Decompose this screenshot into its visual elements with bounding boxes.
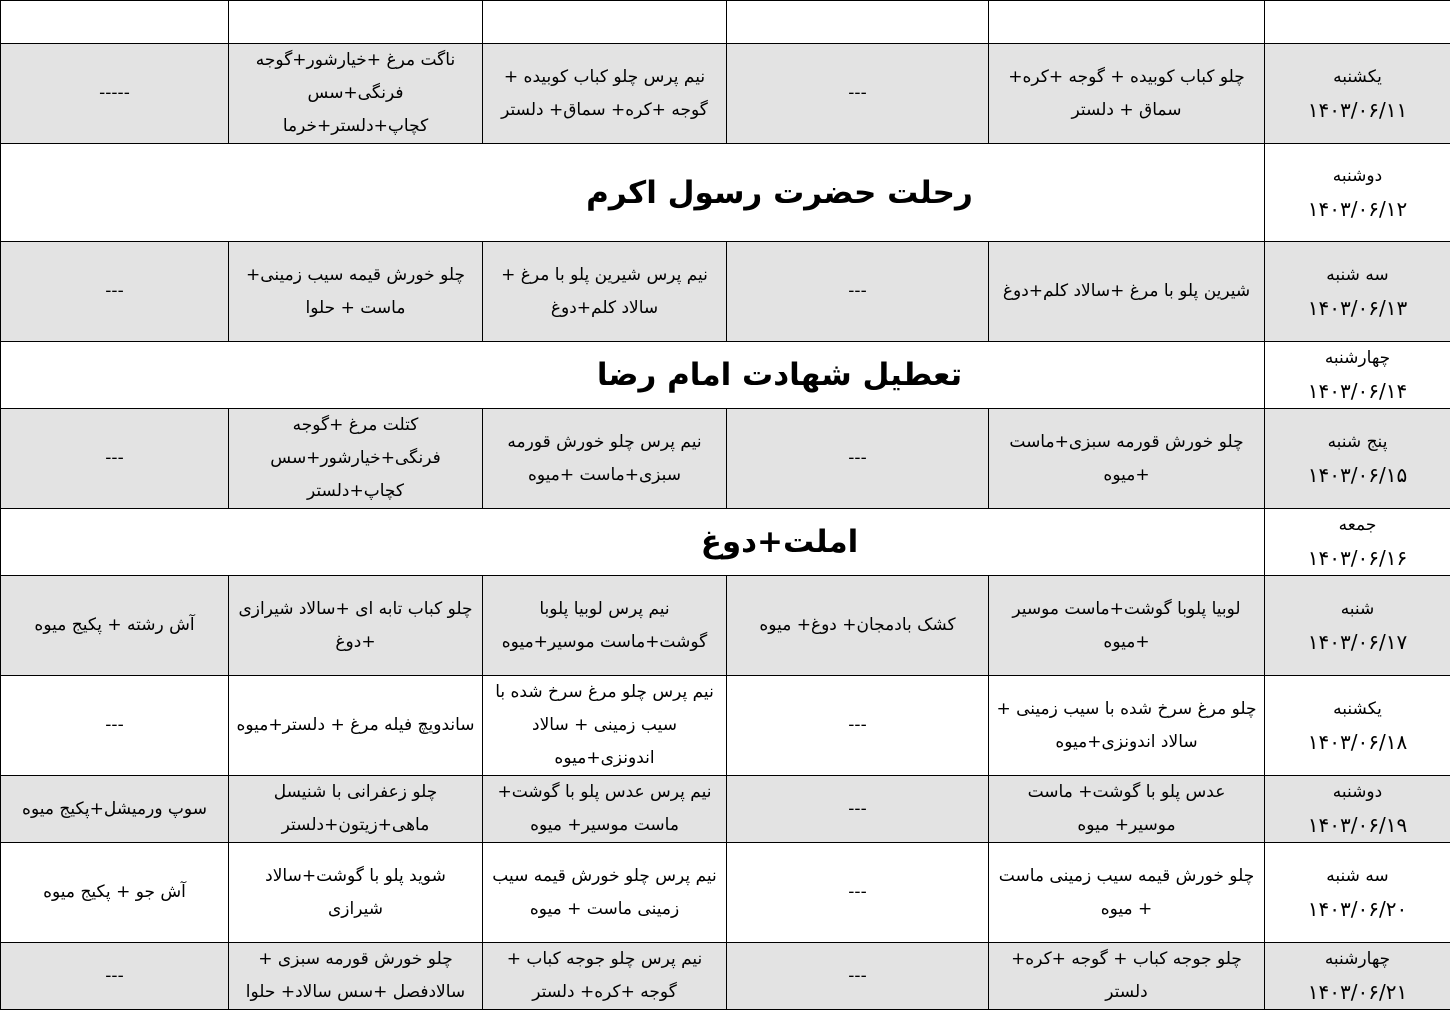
holiday-note: املت+دوغ — [1, 509, 1265, 576]
menu-item-text: نیم پرس چلو جوجه کباب + گوجه +کره+ دلستر — [489, 943, 720, 1009]
menu-item-text: ----- — [7, 77, 222, 110]
menu-item-text: --- — [733, 442, 982, 475]
day-cell — [1265, 676, 1450, 776]
menu-item-text: --- — [7, 442, 222, 475]
day-date: ۱۴۰۳/۰۶/۱۶ — [1271, 542, 1444, 575]
menu-cell-c2 — [727, 943, 989, 1010]
menu-cell-c3 — [483, 242, 727, 342]
menu-cell-c1 — [989, 242, 1265, 342]
menu-item-text: --- — [733, 960, 982, 993]
holiday-note: رحلت حضرت رسول اکرم — [1, 144, 1265, 242]
menu-cell-c2 — [727, 242, 989, 342]
day-date: ۱۴۰۳/۰۶/۱۱ — [1271, 94, 1444, 127]
menu-item-text: --- — [7, 709, 222, 742]
menu-item-text: سوپ ورمیشل+پکیج میوه — [7, 793, 222, 826]
menu-item-text: نیم پرس شیرین پلو با مرغ + سالاد کلم+دوغ — [489, 259, 720, 325]
day-name: شنبه — [1271, 593, 1444, 626]
menu-cell-c1 — [989, 843, 1265, 943]
menu-cell-c3 — [483, 943, 727, 1010]
menu-item-text: کشک بادمجان+ دوغ+ میوه — [733, 609, 982, 642]
menu-item-text: چلو کباب کوبیده + گوجه +کره+ سماق + دلستر — [995, 61, 1258, 127]
menu-cell-c5 — [1, 409, 229, 509]
menu-item-text: --- — [733, 876, 982, 909]
day-name: دوشنبه — [1271, 160, 1444, 193]
menu-item-text: چلو خورش قیمه سیب زمینی ماست + میوه — [995, 860, 1258, 926]
menu-item-text: --- — [733, 709, 982, 742]
day-name: چهارشنبه — [1271, 943, 1444, 976]
menu-item-text: چلو جوجه کباب + گوجه +کره+ دلستر — [995, 943, 1258, 1009]
header-cell — [1, 1, 229, 44]
day-cell — [1265, 509, 1450, 576]
day-name: جمعه — [1271, 509, 1444, 542]
day-date: ۱۴۰۳/۰۶/۱۹ — [1271, 809, 1444, 842]
menu-row — [1, 44, 1450, 144]
menu-cell-c3 — [483, 776, 727, 843]
menu-item-text: --- — [733, 793, 982, 826]
menu-item-text: نیم پرس چلو کباب کوبیده + گوجه +کره+ سماق+ دلستر — [489, 61, 720, 127]
menu-cell-c4 — [229, 776, 483, 843]
menu-item-text: لوبیا پلوبا گوشت+ماست موسیر +میوه — [995, 593, 1258, 659]
header-cell — [483, 1, 727, 44]
menu-cell-c4 — [229, 843, 483, 943]
header-row — [1, 1, 1450, 44]
menu-row — [1, 576, 1450, 676]
day-cell — [1265, 943, 1450, 1010]
menu-cell-c3 — [483, 676, 727, 776]
menu-cell-c4 — [229, 576, 483, 676]
day-date: ۱۴۰۳/۰۶/۱۲ — [1271, 193, 1444, 226]
day-name: چهارشنبه — [1271, 342, 1444, 375]
menu-item-text: عدس پلو با گوشت+ ماست موسیر+ میوه — [995, 776, 1258, 842]
menu-cell-c1 — [989, 576, 1265, 676]
menu-item-text: --- — [733, 77, 982, 110]
menu-item-text: آش جو + پکیج میوه — [7, 876, 222, 909]
menu-item-text: نیم پرس عدس پلو با گوشت+ ماست موسیر+ میوه — [489, 776, 720, 842]
day-date: ۱۴۰۳/۰۶/۱۵ — [1271, 459, 1444, 492]
menu-item-text: شیرین پلو با مرغ +سالاد کلم+دوغ — [995, 275, 1258, 308]
menu-item-text: ساندویچ فیله مرغ + دلستر+میوه — [235, 709, 476, 742]
day-date: ۱۴۰۳/۰۶/۱۷ — [1271, 626, 1444, 659]
day-name: سه شنبه — [1271, 259, 1444, 292]
menu-cell-c4 — [229, 943, 483, 1010]
menu-cell-c1 — [989, 676, 1265, 776]
holiday-row — [1, 509, 1450, 576]
day-name: یکشنبه — [1271, 693, 1444, 726]
day-cell — [1265, 44, 1450, 144]
menu-cell-c1 — [989, 409, 1265, 509]
holiday-note: تعطیل شهادت امام رضا — [1, 342, 1265, 409]
menu-cell-c5 — [1, 843, 229, 943]
menu-cell-c5 — [1, 776, 229, 843]
menu-item-text: چلو خورش قیمه سیب زمینی+ ماست + حلوا — [235, 259, 476, 325]
menu-cell-c5 — [1, 242, 229, 342]
day-date: ۱۴۰۳/۰۶/۲۱ — [1271, 976, 1444, 1009]
menu-item-text: چلو خورش قورمه سبزی+ماست +میوه — [995, 426, 1258, 492]
day-cell — [1265, 242, 1450, 342]
day-date: ۱۴۰۳/۰۶/۲۰ — [1271, 893, 1444, 926]
menu-item-text: چلو زعفرانی با شنیسل ماهی+زیتون+دلستر — [235, 776, 476, 842]
day-date: ۱۴۰۳/۰۶/۱۴ — [1271, 375, 1444, 408]
day-date: ۱۴۰۳/۰۶/۱۳ — [1271, 292, 1444, 325]
menu-cell-c2 — [727, 44, 989, 144]
holiday-row — [1, 144, 1450, 242]
menu-cell-c2 — [727, 676, 989, 776]
day-name: پنج شنبه — [1271, 426, 1444, 459]
menu-item-text: آش رشته + پکیج میوه — [7, 609, 222, 642]
menu-cell-c4 — [229, 44, 483, 144]
header-cell — [989, 1, 1265, 44]
menu-cell-c1 — [989, 943, 1265, 1010]
menu-cell-c2 — [727, 409, 989, 509]
menu-item-text: --- — [733, 275, 982, 308]
menu-item-text: --- — [7, 275, 222, 308]
menu-item-text: نیم پرس چلو مرغ سرخ شده با سیب زمینی + سالاد اندونزی+میوه — [489, 676, 720, 775]
menu-cell-c4 — [229, 409, 483, 509]
menu-cell-c1 — [989, 776, 1265, 843]
menu-item-text: چلو کباب تابه ای +سالاد شیرازی +دوغ — [235, 593, 476, 659]
menu-row — [1, 943, 1450, 1010]
menu-cell-c3 — [483, 409, 727, 509]
day-name: یکشنبه — [1271, 61, 1444, 94]
menu-item-text: نیم پرس چلو خورش قورمه سبزی+ماست +میوه — [489, 426, 720, 492]
menu-cell-c5 — [1, 44, 229, 144]
menu-cell-c2 — [727, 776, 989, 843]
menu-cell-c3 — [483, 843, 727, 943]
day-name: دوشنبه — [1271, 776, 1444, 809]
menu-cell-c5 — [1, 943, 229, 1010]
menu-cell-c3 — [483, 44, 727, 144]
day-cell — [1265, 776, 1450, 843]
holiday-row — [1, 342, 1450, 409]
menu-cell-c4 — [229, 242, 483, 342]
menu-cell-c3 — [483, 576, 727, 676]
menu-item-text: چلو خورش قورمه سبزی + سالادفصل +سس سالاد+ حلوا — [235, 943, 476, 1009]
menu-cell-c2 — [727, 576, 989, 676]
menu-item-text: کتلت مرغ +گوجه فرنگی+خیارشور+سس کچاپ+دلستر — [235, 409, 476, 508]
day-cell — [1265, 342, 1450, 409]
menu-item-text: --- — [7, 960, 222, 993]
menu-item-text: چلو مرغ سرخ شده با سیب زمینی + سالاد اندونزی+میوه — [995, 693, 1258, 759]
menu-item-text: نیم پرس لوبیا پلوبا گوشت+ماست موسیر+میوه — [489, 593, 720, 659]
header-cell — [229, 1, 483, 44]
menu-cell-c1 — [989, 44, 1265, 144]
menu-row — [1, 409, 1450, 509]
menu-row — [1, 676, 1450, 776]
menu-cell-c2 — [727, 843, 989, 943]
header-cell — [1265, 1, 1450, 44]
menu-item-text: ناگت مرغ +خیارشور+گوجه فرنگی+سس کچاپ+دلستر+خرما — [235, 44, 476, 143]
day-cell — [1265, 843, 1450, 943]
day-cell — [1265, 144, 1450, 242]
day-cell — [1265, 409, 1450, 509]
menu-row — [1, 242, 1450, 342]
menu-cell-c5 — [1, 576, 229, 676]
menu-item-text: شوید پلو با گوشت+سالاد شیرازی — [235, 860, 476, 926]
menu-row — [1, 843, 1450, 943]
day-cell — [1265, 576, 1450, 676]
day-name: سه شنبه — [1271, 860, 1444, 893]
menu-cell-c5 — [1, 676, 229, 776]
menu-cell-c4 — [229, 676, 483, 776]
menu-item-text: نیم پرس چلو خورش قیمه سیب زمینی ماست + میوه — [489, 860, 720, 926]
day-date: ۱۴۰۳/۰۶/۱۸ — [1271, 726, 1444, 759]
header-cell — [727, 1, 989, 44]
menu-row — [1, 776, 1450, 843]
